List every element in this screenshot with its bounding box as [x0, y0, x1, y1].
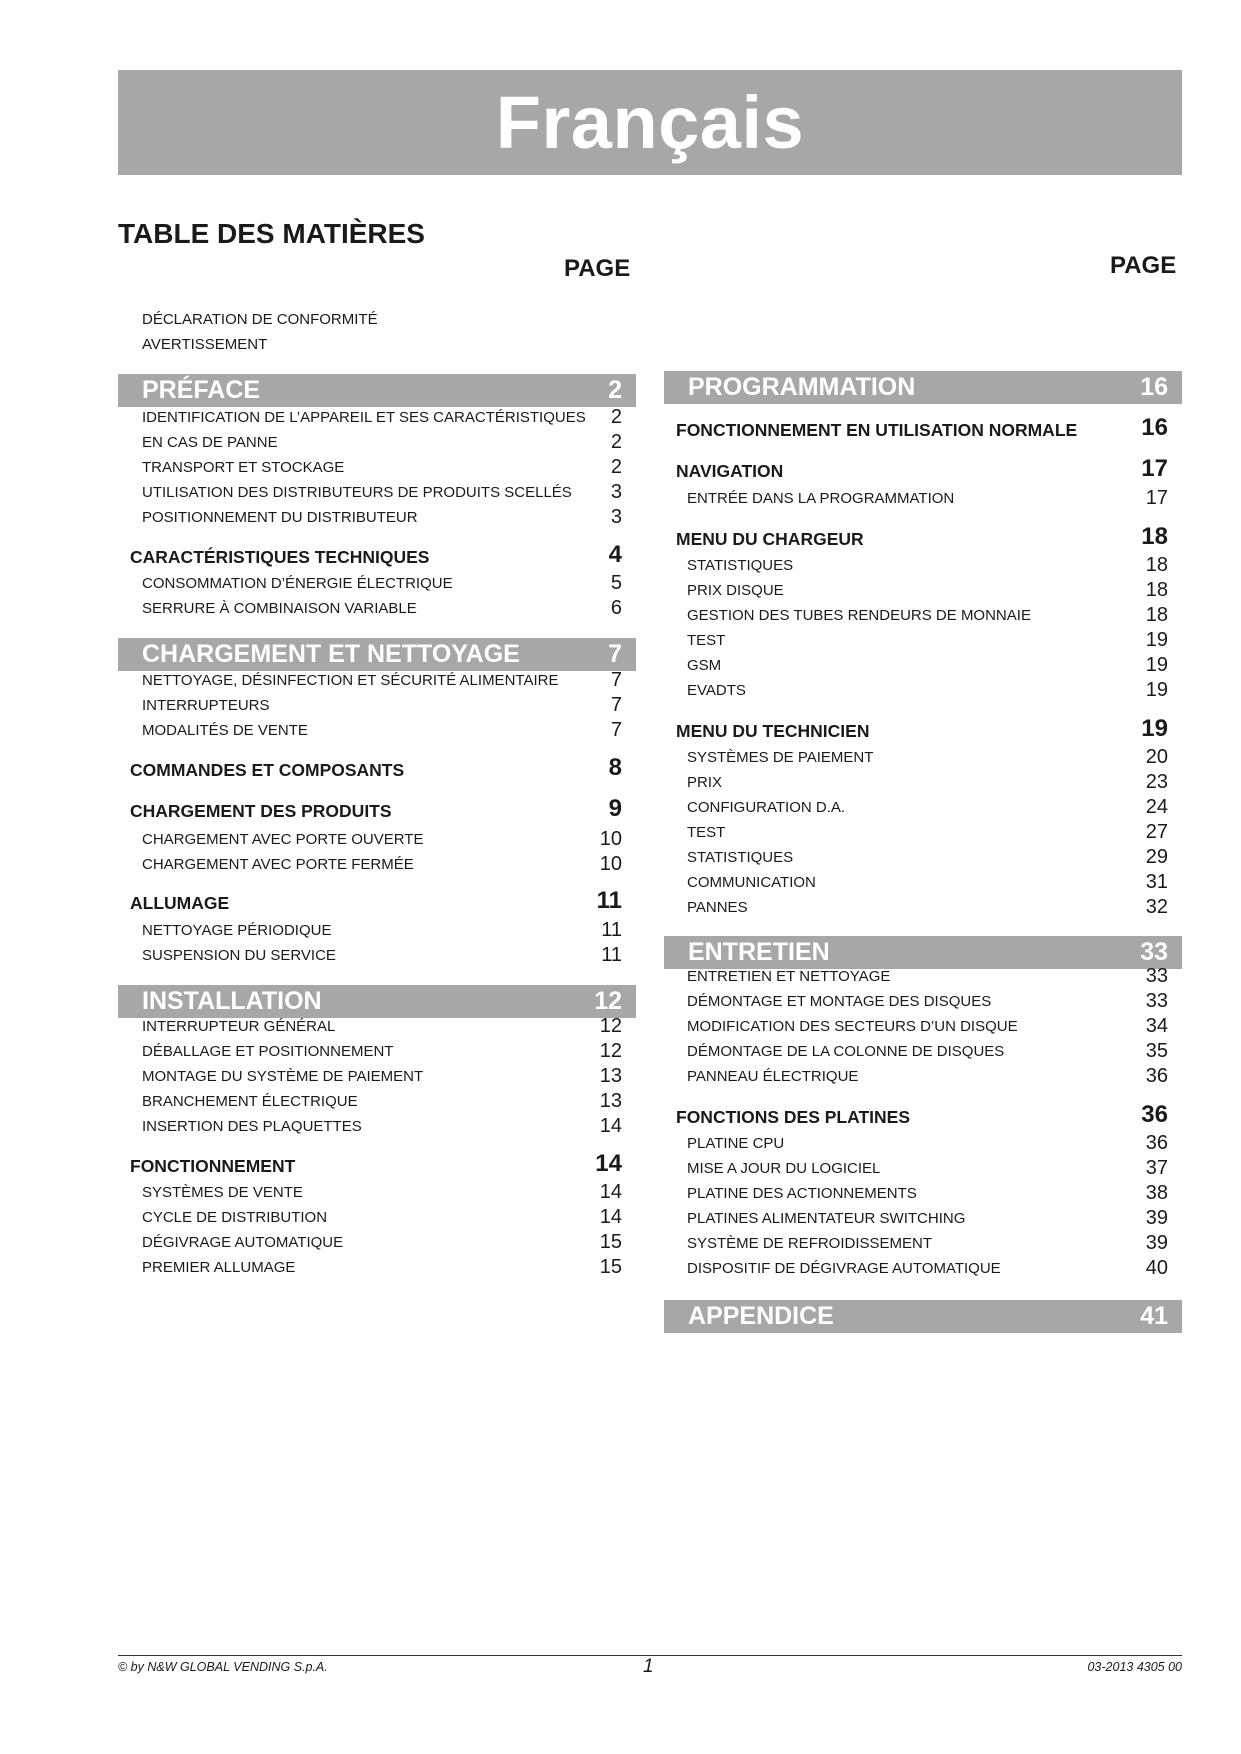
- toc-entry: [664, 1132, 1182, 1157]
- toc-label: PLATINES ALIMENTATEUR SWITCHING: [687, 1210, 966, 1227]
- toc-page-number: 23: [1145, 771, 1168, 793]
- banner-title: Français: [495, 81, 805, 164]
- toc-label: GESTION DES TUBES RENDEURS DE MONNAIE: [687, 607, 1031, 624]
- toc-entry: [664, 629, 1182, 654]
- toc-section: [664, 1300, 1182, 1333]
- toc-entry: [118, 944, 636, 969]
- toc-page-number: 27: [1145, 821, 1168, 843]
- toc-label: COMMUNICATION: [687, 874, 816, 891]
- toc-label: PREMIER ALLUMAGE: [142, 1259, 296, 1276]
- page-header-right: PAGE: [1110, 252, 1177, 279]
- toc-page-number: 3: [610, 506, 622, 528]
- footer-doc-code: 03-2013 4305 00: [1087, 1660, 1182, 1674]
- toc-label: PLATINE DES ACTIONNEMENTS: [687, 1185, 917, 1202]
- toc-entry: [664, 965, 1182, 990]
- toc-label: DÉBALLAGE ET POSITIONNEMENT: [142, 1043, 394, 1060]
- toc-page-number: 5: [610, 572, 622, 594]
- toc-page-number: 18: [1145, 579, 1168, 601]
- toc-label: CONFIGURATION D.A.: [687, 799, 846, 816]
- toc-label: CHARGEMENT AVEC PORTE OUVERTE: [142, 831, 424, 848]
- toc-entry: [664, 1040, 1182, 1065]
- toc-label: DÉMONTAGE ET MONTAGE DES DISQUES: [687, 993, 992, 1010]
- toc-page-number: 8: [608, 754, 622, 781]
- toc-page-number: 18: [1145, 604, 1168, 626]
- toc-heading: [664, 523, 1182, 555]
- toc-page-number: 11: [601, 944, 622, 966]
- toc-heading: [118, 754, 636, 786]
- toc-page-number: 13: [599, 1065, 622, 1087]
- toc-entry: [664, 487, 1182, 512]
- toc-label: PRÉFACE: [142, 376, 261, 404]
- toc-section: [664, 936, 1182, 969]
- toc-page-number: 18: [1145, 554, 1168, 576]
- toc-label: MENU DU CHARGEUR: [676, 529, 864, 549]
- toc-entry: [664, 1065, 1182, 1090]
- toc-entry: [118, 1231, 636, 1256]
- toc-entry: [664, 1015, 1182, 1040]
- toc-page-number: 2: [610, 456, 622, 478]
- toc-entry: [118, 1181, 636, 1206]
- toc-page-number: 10: [599, 828, 622, 850]
- toc-label: INTERRUPTEUR GÉNÉRAL: [142, 1018, 336, 1035]
- toc-page-number: 33: [1140, 938, 1168, 966]
- toc-page-number: 7: [610, 719, 622, 741]
- footer-page-number: 1: [643, 1656, 654, 1677]
- language-banner: [118, 70, 1182, 175]
- toc-page-number: 14: [599, 1206, 622, 1228]
- toc-label: PRIX: [687, 774, 723, 791]
- toc-entry: [664, 821, 1182, 846]
- toc-label: DÉGIVRAGE AUTOMATIQUE: [142, 1234, 344, 1251]
- toc-entry: [118, 572, 636, 597]
- toc-heading: [664, 715, 1182, 747]
- toc-label: TEST: [687, 824, 726, 841]
- toc-page-number: 3: [610, 481, 622, 503]
- toc-label: MONTAGE DU SYSTÈME DE PAIEMENT: [142, 1068, 424, 1085]
- toc-page-number: 12: [599, 1015, 622, 1037]
- toc-entry: [664, 796, 1182, 821]
- toc-page-number: 12: [594, 987, 622, 1015]
- toc-page-number: 15: [599, 1256, 622, 1278]
- toc-page-number: 36: [1145, 1065, 1168, 1087]
- toc-page-number: 14: [599, 1181, 622, 1203]
- toc-label: PRIX DISQUE: [687, 582, 784, 599]
- toc-label: TEST: [687, 632, 726, 649]
- toc-page-number: 14: [595, 1150, 622, 1177]
- toc-label: INTERRUPTEURS: [142, 697, 270, 714]
- toc-label: UTILISATION DES DISTRIBUTEURS DE PRODUITS SCELLÉS: [142, 484, 572, 501]
- toc-label: STATISTIQUES: [687, 849, 794, 866]
- toc-entry: [118, 669, 636, 694]
- toc-page-number: 33: [1145, 990, 1168, 1012]
- toc-page-number: 39: [1145, 1207, 1168, 1229]
- toc-label: GSM: [687, 657, 722, 674]
- toc-entry: [118, 694, 636, 719]
- footer-copyright: © by N&W GLOBAL VENDING S.p.A.: [118, 1660, 328, 1674]
- page-header-left: PAGE: [564, 255, 631, 282]
- toc-title: TABLE DES MATIÈRES: [118, 218, 425, 249]
- toc-entry: [664, 846, 1182, 871]
- toc-label: SUSPENSION DU SERVICE: [142, 947, 336, 964]
- toc-page-number: 20: [1145, 746, 1168, 768]
- toc-entry: [664, 1207, 1182, 1232]
- toc-heading: [118, 1150, 636, 1182]
- toc-label: FONCTIONS DES PLATINES: [676, 1107, 910, 1127]
- toc-entry: [664, 1257, 1182, 1282]
- toc-entry: [118, 506, 636, 531]
- toc-page-number: 16: [1141, 414, 1168, 441]
- toc-page-number: 9: [608, 795, 622, 822]
- toc-label: INSTALLATION: [142, 987, 322, 1015]
- toc-page-number: 19: [1141, 715, 1168, 742]
- toc-label: MODIFICATION DES SECTEURS D’UN DISQUE: [687, 1018, 1018, 1035]
- toc-label: EN CAS DE PANNE: [142, 434, 278, 451]
- toc-label: DÉMONTAGE DE LA COLONNE DE DISQUES: [687, 1043, 1005, 1060]
- toc-page-number: 2: [608, 376, 622, 404]
- toc-page-number: 6: [610, 597, 622, 619]
- toc-label: CONSOMMATION D’ÉNERGIE ÉLECTRIQUE: [142, 575, 453, 592]
- toc-label: FONCTIONNEMENT: [130, 1156, 296, 1176]
- toc-entry: [118, 336, 636, 358]
- toc-section: [118, 638, 636, 671]
- toc-page-number: 32: [1145, 896, 1168, 918]
- toc-heading: [118, 795, 636, 827]
- toc-page-number: 37: [1145, 1157, 1168, 1179]
- toc-label: DISPOSITIF DE DÉGIVRAGE AUTOMATIQUE: [687, 1260, 1001, 1277]
- toc-label: NETTOYAGE, DÉSINFECTION ET SÉCURITÉ ALIMENTAIRE: [142, 672, 559, 689]
- toc-entry: [118, 1090, 636, 1115]
- toc-entry: [118, 1256, 636, 1281]
- toc-page-number: 2: [610, 431, 622, 453]
- toc-label: ENTRETIEN: [688, 938, 830, 966]
- toc-label: SYSTÈMES DE VENTE: [142, 1184, 303, 1201]
- toc-label: COMMANDES ET COMPOSANTS: [130, 760, 405, 780]
- toc-label: POSITIONNEMENT DU DISTRIBUTEUR: [142, 509, 418, 526]
- toc-entry: [118, 456, 636, 481]
- toc-page-number: 12: [599, 1040, 622, 1062]
- toc-label: APPENDICE: [688, 1302, 834, 1330]
- toc-entry: [118, 1115, 636, 1140]
- toc-label: TRANSPORT ET STOCKAGE: [142, 459, 345, 476]
- toc-label: SYSTÈME DE REFROIDISSEMENT: [687, 1235, 933, 1252]
- toc-page-number: 19: [1145, 654, 1168, 676]
- toc-page-number: 39: [1145, 1232, 1168, 1254]
- toc-page-number: 36: [1141, 1101, 1168, 1128]
- toc-entry: [664, 679, 1182, 704]
- toc-page-number: 36: [1145, 1132, 1168, 1154]
- toc-page-number: 19: [1145, 629, 1168, 651]
- toc-page-number: 38: [1145, 1182, 1168, 1204]
- toc-label: PROGRAMMATION: [688, 373, 916, 401]
- toc-page-number: 11: [601, 919, 622, 941]
- toc-label: CHARGEMENT ET NETTOYAGE: [142, 640, 520, 668]
- toc-label: FONCTIONNEMENT EN UTILISATION NORMALE: [676, 420, 1078, 440]
- toc-entry: [664, 871, 1182, 896]
- toc-page-number: 40: [1145, 1257, 1168, 1279]
- toc-page-number: 24: [1145, 796, 1168, 818]
- toc-entry: [664, 654, 1182, 679]
- toc-entry: [118, 1040, 636, 1065]
- toc-entry: [118, 431, 636, 456]
- toc-page-number: 13: [599, 1090, 622, 1112]
- toc-entry: [664, 579, 1182, 604]
- toc-entry: [118, 311, 636, 333]
- toc-label: SYSTÈMES DE PAIEMENT: [687, 749, 874, 766]
- toc-page-number: 7: [610, 669, 622, 691]
- toc-page-number: 34: [1145, 1015, 1168, 1037]
- toc-page-number: 35: [1145, 1040, 1168, 1062]
- toc-label: BRANCHEMENT ÉLECTRIQUE: [142, 1093, 358, 1110]
- toc-entry: [118, 481, 636, 506]
- toc-label: INSERTION DES PLAQUETTES: [142, 1118, 362, 1135]
- toc-page-number: 17: [1145, 487, 1168, 509]
- toc-label: PANNES: [687, 899, 748, 916]
- toc-page-number: 18: [1141, 523, 1168, 550]
- toc-label: AVERTISSEMENT: [142, 336, 268, 353]
- toc-section: [118, 374, 636, 407]
- toc-entry: [664, 990, 1182, 1015]
- toc-page-number: 41: [1140, 1302, 1168, 1330]
- toc-page-number: 29: [1145, 846, 1168, 868]
- toc-entry: [664, 771, 1182, 796]
- toc-entry: [118, 597, 636, 622]
- toc-heading: [664, 414, 1182, 446]
- toc-page-number: 10: [599, 853, 622, 875]
- toc-label: CHARGEMENT DES PRODUITS: [130, 801, 392, 821]
- toc-section: [664, 371, 1182, 404]
- toc-entry: [118, 919, 636, 944]
- toc-entry: [664, 746, 1182, 771]
- toc-page-number: 31: [1145, 871, 1168, 893]
- toc-label: MODALITÉS DE VENTE: [142, 722, 308, 739]
- toc-label: DÉCLARATION DE CONFORMITÉ: [142, 311, 378, 328]
- toc-label: MENU DU TECHNICIEN: [676, 721, 870, 741]
- toc-heading: [664, 455, 1182, 487]
- toc-page-number: 15: [599, 1231, 622, 1253]
- toc-label: EVADTS: [687, 682, 746, 699]
- toc-entry: [118, 853, 636, 878]
- toc-entry: [664, 1182, 1182, 1207]
- toc-entry: [118, 406, 636, 431]
- toc-label: ALLUMAGE: [130, 893, 230, 913]
- toc-page-number: 7: [610, 694, 622, 716]
- toc-label: STATISTIQUES: [687, 557, 794, 574]
- toc-label: CARACTÉRISTIQUES TECHNIQUES: [130, 547, 430, 567]
- toc-label: IDENTIFICATION DE L’APPAREIL ET SES CARACTÉRISTIQUES: [142, 409, 586, 426]
- toc-section: [118, 985, 636, 1018]
- toc-label: PANNEAU ÉLECTRIQUE: [687, 1068, 859, 1085]
- toc-entry: [118, 1065, 636, 1090]
- toc-label: SERRURE À COMBINAISON VARIABLE: [142, 600, 417, 617]
- toc-label: ENTRÉE DANS LA PROGRAMMATION: [687, 490, 955, 507]
- toc-label: CHARGEMENT AVEC PORTE FERMÉE: [142, 856, 414, 873]
- toc-heading: [118, 887, 636, 919]
- toc-page-number: 2: [610, 406, 622, 428]
- toc-label: NETTOYAGE PÉRIODIQUE: [142, 922, 332, 939]
- toc-label: ENTRETIEN ET NETTOYAGE: [687, 968, 891, 985]
- toc-entry: [664, 1232, 1182, 1257]
- toc-entry: [118, 1015, 636, 1040]
- toc-heading: [118, 541, 636, 573]
- toc-label: PLATINE CPU: [687, 1135, 785, 1152]
- toc-entry: [664, 604, 1182, 629]
- toc-page-number: 33: [1145, 965, 1168, 987]
- toc-entry: [664, 554, 1182, 579]
- toc-page-number: 14: [599, 1115, 622, 1137]
- toc-page-number: 16: [1140, 373, 1168, 401]
- toc-page-number: 17: [1141, 455, 1168, 482]
- toc-label: MISE A JOUR DU LOGICIEL: [687, 1160, 881, 1177]
- toc-entry: [664, 1157, 1182, 1182]
- toc-label: CYCLE DE DISTRIBUTION: [142, 1209, 328, 1226]
- toc-page-number: 7: [608, 640, 622, 668]
- toc-page-number: 19: [1145, 679, 1168, 701]
- toc-heading: [664, 1101, 1182, 1133]
- toc-entry: [664, 896, 1182, 921]
- toc-page-number: 4: [608, 541, 622, 568]
- toc-entry: [118, 1206, 636, 1231]
- toc-entry: [118, 719, 636, 744]
- toc-entry: [118, 828, 636, 853]
- toc-label: NAVIGATION: [676, 461, 784, 481]
- toc-page-number: 11: [596, 887, 622, 914]
